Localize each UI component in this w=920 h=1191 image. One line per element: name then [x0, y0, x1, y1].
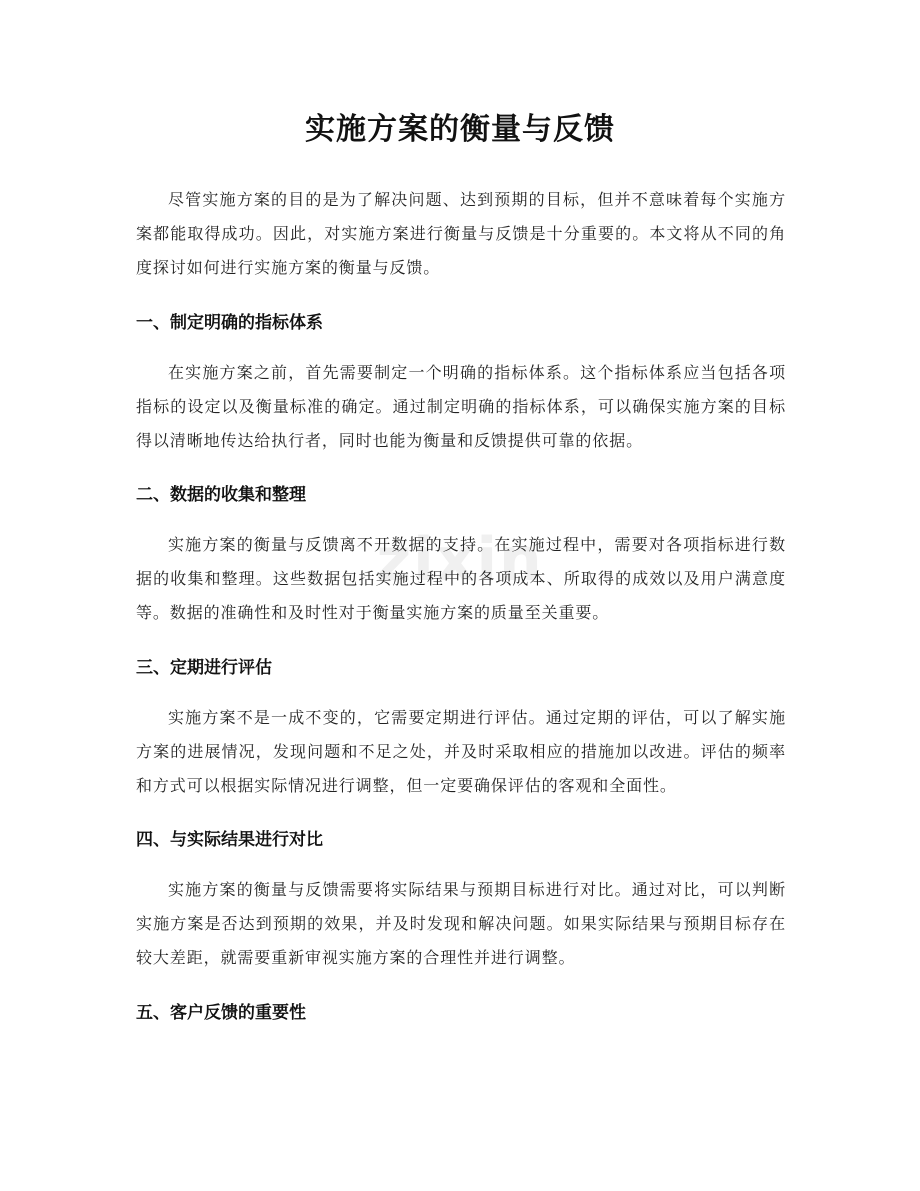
section-heading-2: 二、数据的收集和整理 [136, 485, 306, 505]
section-heading-4: 四、与实际结果进行对比 [136, 830, 323, 850]
section-heading-3: 三、定期进行评估 [136, 658, 272, 678]
section-body-4: 实施方案的衡量与反馈需要将实际结果与预期目标进行对比。通过对比，可以判断实施方案是否达到预期的效果，并及时发现和解决问题。如果实际结果与预期目标存在较大差距，就需要重新审视实施方案的合理性并进行调整。 [136, 880, 786, 967]
document-title: 实施方案的衡量与反馈 [305, 112, 615, 147]
section-body-2: 实施方案的衡量与反馈离不开数据的支持。在实施过程中，需要对各项指标进行数据的收集和整理。这些数据包括实施过程中的各项成本、所取得的成效以及用户满意度等。数据的准确性和及时性对于衡量实施方案的质量至关重要。 [136, 535, 786, 622]
watermark: zixin [376, 525, 544, 595]
intro-paragraph: 尽管实施方案的目的是为了解决问题、达到预期的目标，但并不意味着每个实施方案都能取得成功。因此，对实施方案进行衡量与反馈是十分重要的。本文将从不同的角度探讨如何进行实施方案的衡量与反馈。 [136, 190, 786, 277]
section-heading-5: 五、客户反馈的重要性 [136, 1003, 306, 1023]
section-heading-1: 一、制定明确的指标体系 [136, 313, 323, 333]
section-body-3: 实施方案不是一成不变的，它需要定期进行评估。通过定期的评估，可以了解实施方案的进展情况，发现问题和不足之处，并及时采取相应的措施加以改进。评估的频率和方式可以根据实际情况进行调整，但一定要确保评估的客观和全面性。 [136, 708, 786, 795]
section-body-1: 在实施方案之前，首先需要制定一个明确的指标体系。这个指标体系应当包括各项指标的设定以及衡量标准的确定。通过制定明确的指标体系，可以确保实施方案的目标得以清晰地传达给执行者，同时也能为衡量和反馈提供可靠的依据。 [136, 363, 786, 450]
